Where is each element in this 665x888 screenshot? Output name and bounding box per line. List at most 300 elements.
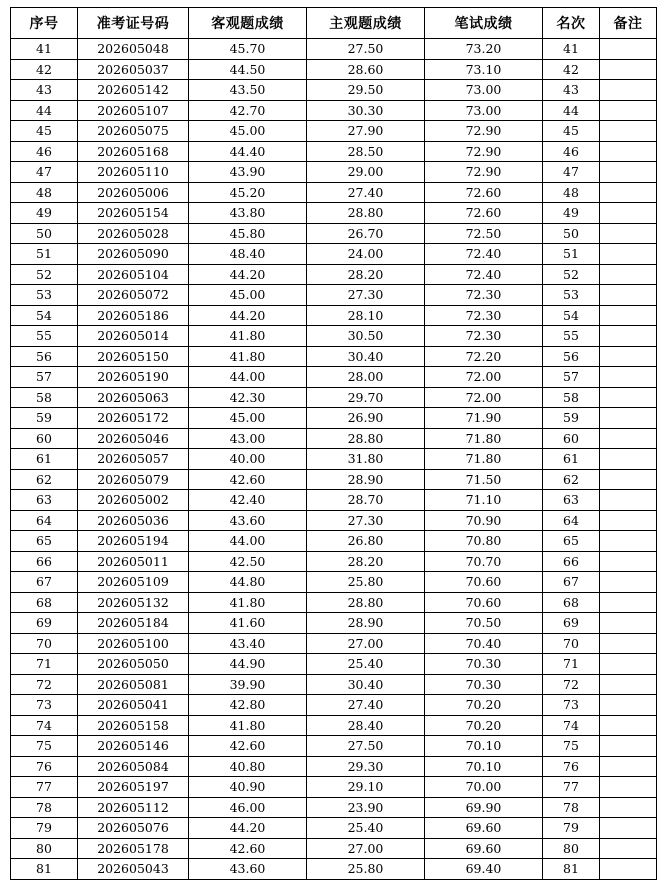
cell-seq: 54 xyxy=(11,305,78,326)
table-row xyxy=(11,59,657,80)
cell-written-score: 70.40 xyxy=(425,633,543,654)
cell-written-score: 69.40 xyxy=(425,859,543,880)
cell-subjective-score: 27.30 xyxy=(307,510,425,531)
cell-subjective-score: 28.20 xyxy=(307,551,425,572)
cell-written-score: 73.00 xyxy=(425,100,543,121)
cell-exam-id: 202605104 xyxy=(78,264,189,285)
cell-seq: 60 xyxy=(11,428,78,449)
cell-rank: 73 xyxy=(543,695,600,716)
cell-remarks xyxy=(600,141,657,162)
cell-exam-id: 202605079 xyxy=(78,469,189,490)
cell-objective-score: 44.20 xyxy=(189,305,307,326)
header-subjective-score: 主观题成绩 xyxy=(307,8,425,39)
cell-seq: 56 xyxy=(11,346,78,367)
cell-exam-id: 202605150 xyxy=(78,346,189,367)
cell-subjective-score: 28.70 xyxy=(307,490,425,511)
cell-subjective-score: 25.80 xyxy=(307,859,425,880)
table-row xyxy=(11,695,657,716)
cell-exam-id: 202605186 xyxy=(78,305,189,326)
table-row xyxy=(11,531,657,552)
table-row xyxy=(11,838,657,859)
cell-subjective-score: 30.40 xyxy=(307,674,425,695)
table-row xyxy=(11,777,657,798)
cell-rank: 62 xyxy=(543,469,600,490)
cell-remarks xyxy=(600,797,657,818)
cell-remarks xyxy=(600,59,657,80)
header-rank: 名次 xyxy=(543,8,600,39)
cell-remarks xyxy=(600,449,657,470)
cell-rank: 58 xyxy=(543,387,600,408)
cell-remarks xyxy=(600,674,657,695)
table-row xyxy=(11,818,657,839)
cell-written-score: 72.40 xyxy=(425,264,543,285)
cell-seq: 43 xyxy=(11,80,78,101)
cell-remarks xyxy=(600,490,657,511)
cell-seq: 42 xyxy=(11,59,78,80)
cell-objective-score: 39.90 xyxy=(189,674,307,695)
cell-remarks xyxy=(600,223,657,244)
cell-subjective-score: 27.50 xyxy=(307,39,425,60)
cell-remarks xyxy=(600,39,657,60)
cell-objective-score: 43.90 xyxy=(189,162,307,183)
cell-seq: 62 xyxy=(11,469,78,490)
cell-rank: 75 xyxy=(543,736,600,757)
cell-rank: 59 xyxy=(543,408,600,429)
cell-seq: 77 xyxy=(11,777,78,798)
table-row xyxy=(11,490,657,511)
cell-exam-id: 202605090 xyxy=(78,244,189,265)
table-row xyxy=(11,100,657,121)
cell-remarks xyxy=(600,162,657,183)
cell-written-score: 73.10 xyxy=(425,59,543,80)
table-row xyxy=(11,39,657,60)
cell-rank: 66 xyxy=(543,551,600,572)
cell-subjective-score: 27.90 xyxy=(307,121,425,142)
cell-rank: 76 xyxy=(543,756,600,777)
cell-remarks xyxy=(600,100,657,121)
cell-subjective-score: 30.30 xyxy=(307,100,425,121)
table-row xyxy=(11,408,657,429)
cell-subjective-score: 26.80 xyxy=(307,531,425,552)
cell-exam-id: 202605081 xyxy=(78,674,189,695)
table-row xyxy=(11,756,657,777)
cell-exam-id: 202605132 xyxy=(78,592,189,613)
cell-seq: 46 xyxy=(11,141,78,162)
table-row xyxy=(11,223,657,244)
cell-exam-id: 202605057 xyxy=(78,449,189,470)
table-row xyxy=(11,510,657,531)
cell-objective-score: 42.70 xyxy=(189,100,307,121)
cell-objective-score: 45.00 xyxy=(189,408,307,429)
cell-remarks xyxy=(600,592,657,613)
cell-seq: 55 xyxy=(11,326,78,347)
cell-written-score: 70.80 xyxy=(425,531,543,552)
cell-seq: 61 xyxy=(11,449,78,470)
cell-subjective-score: 27.30 xyxy=(307,285,425,306)
cell-rank: 80 xyxy=(543,838,600,859)
cell-rank: 77 xyxy=(543,777,600,798)
cell-exam-id: 202605158 xyxy=(78,715,189,736)
cell-written-score: 72.30 xyxy=(425,326,543,347)
cell-objective-score: 44.00 xyxy=(189,367,307,388)
table-header xyxy=(11,8,657,39)
cell-subjective-score: 28.80 xyxy=(307,203,425,224)
header-seq: 序号 xyxy=(11,8,78,39)
cell-subjective-score: 25.40 xyxy=(307,818,425,839)
cell-rank: 42 xyxy=(543,59,600,80)
cell-rank: 71 xyxy=(543,654,600,675)
table-row xyxy=(11,613,657,634)
table-row xyxy=(11,469,657,490)
cell-subjective-score: 28.90 xyxy=(307,613,425,634)
table-row xyxy=(11,551,657,572)
cell-written-score: 69.90 xyxy=(425,797,543,818)
cell-remarks xyxy=(600,531,657,552)
cell-objective-score: 44.40 xyxy=(189,141,307,162)
table-row xyxy=(11,285,657,306)
cell-exam-id: 202605046 xyxy=(78,428,189,449)
cell-seq: 65 xyxy=(11,531,78,552)
cell-written-score: 72.90 xyxy=(425,121,543,142)
cell-written-score: 72.00 xyxy=(425,367,543,388)
cell-rank: 56 xyxy=(543,346,600,367)
cell-exam-id: 202605041 xyxy=(78,695,189,716)
cell-objective-score: 44.20 xyxy=(189,264,307,285)
cell-remarks xyxy=(600,613,657,634)
cell-exam-id: 202605050 xyxy=(78,654,189,675)
cell-objective-score: 45.20 xyxy=(189,182,307,203)
cell-rank: 49 xyxy=(543,203,600,224)
cell-seq: 80 xyxy=(11,838,78,859)
cell-remarks xyxy=(600,777,657,798)
cell-exam-id: 202605063 xyxy=(78,387,189,408)
table-row xyxy=(11,797,657,818)
cell-written-score: 69.60 xyxy=(425,838,543,859)
score-table xyxy=(10,7,657,880)
cell-remarks xyxy=(600,203,657,224)
cell-exam-id: 202605178 xyxy=(78,838,189,859)
table-row xyxy=(11,592,657,613)
cell-seq: 47 xyxy=(11,162,78,183)
table-row xyxy=(11,715,657,736)
cell-written-score: 72.60 xyxy=(425,182,543,203)
header-objective-score: 客观题成绩 xyxy=(189,8,307,39)
cell-objective-score: 41.80 xyxy=(189,346,307,367)
cell-subjective-score: 28.10 xyxy=(307,305,425,326)
cell-exam-id: 202605014 xyxy=(78,326,189,347)
cell-remarks xyxy=(600,264,657,285)
cell-rank: 74 xyxy=(543,715,600,736)
cell-objective-score: 41.80 xyxy=(189,326,307,347)
table-row xyxy=(11,346,657,367)
table-row xyxy=(11,736,657,757)
cell-objective-score: 40.00 xyxy=(189,449,307,470)
cell-rank: 67 xyxy=(543,572,600,593)
cell-written-score: 72.20 xyxy=(425,346,543,367)
cell-objective-score: 43.00 xyxy=(189,428,307,449)
cell-rank: 53 xyxy=(543,285,600,306)
cell-objective-score: 44.90 xyxy=(189,654,307,675)
cell-remarks xyxy=(600,859,657,880)
table-row xyxy=(11,264,657,285)
cell-objective-score: 43.50 xyxy=(189,80,307,101)
cell-objective-score: 44.50 xyxy=(189,59,307,80)
cell-written-score: 72.30 xyxy=(425,305,543,326)
cell-objective-score: 43.60 xyxy=(189,859,307,880)
table-row xyxy=(11,121,657,142)
cell-seq: 52 xyxy=(11,264,78,285)
cell-rank: 68 xyxy=(543,592,600,613)
cell-objective-score: 45.00 xyxy=(189,285,307,306)
cell-remarks xyxy=(600,756,657,777)
cell-rank: 70 xyxy=(543,633,600,654)
cell-exam-id: 202605112 xyxy=(78,797,189,818)
table-row xyxy=(11,162,657,183)
cell-rank: 72 xyxy=(543,674,600,695)
table-row xyxy=(11,572,657,593)
cell-written-score: 70.20 xyxy=(425,695,543,716)
cell-subjective-score: 29.70 xyxy=(307,387,425,408)
table-row xyxy=(11,305,657,326)
cell-seq: 68 xyxy=(11,592,78,613)
cell-objective-score: 45.80 xyxy=(189,223,307,244)
cell-seq: 49 xyxy=(11,203,78,224)
cell-objective-score: 44.20 xyxy=(189,818,307,839)
cell-remarks xyxy=(600,428,657,449)
cell-seq: 79 xyxy=(11,818,78,839)
cell-rank: 78 xyxy=(543,797,600,818)
cell-exam-id: 202605028 xyxy=(78,223,189,244)
cell-written-score: 72.30 xyxy=(425,285,543,306)
cell-rank: 52 xyxy=(543,264,600,285)
cell-rank: 79 xyxy=(543,818,600,839)
cell-remarks xyxy=(600,715,657,736)
cell-seq: 76 xyxy=(11,756,78,777)
cell-subjective-score: 28.80 xyxy=(307,592,425,613)
cell-rank: 48 xyxy=(543,182,600,203)
cell-remarks xyxy=(600,838,657,859)
cell-rank: 81 xyxy=(543,859,600,880)
cell-exam-id: 202605142 xyxy=(78,80,189,101)
table-row xyxy=(11,367,657,388)
cell-rank: 45 xyxy=(543,121,600,142)
cell-written-score: 70.20 xyxy=(425,715,543,736)
cell-written-score: 70.00 xyxy=(425,777,543,798)
table-row xyxy=(11,674,657,695)
cell-exam-id: 202605109 xyxy=(78,572,189,593)
cell-rank: 46 xyxy=(543,141,600,162)
cell-remarks xyxy=(600,80,657,101)
cell-remarks xyxy=(600,736,657,757)
cell-written-score: 70.70 xyxy=(425,551,543,572)
cell-subjective-score: 29.00 xyxy=(307,162,425,183)
cell-rank: 55 xyxy=(543,326,600,347)
cell-objective-score: 41.80 xyxy=(189,715,307,736)
cell-rank: 65 xyxy=(543,531,600,552)
cell-seq: 57 xyxy=(11,367,78,388)
cell-objective-score: 45.00 xyxy=(189,121,307,142)
cell-subjective-score: 29.50 xyxy=(307,80,425,101)
cell-objective-score: 43.60 xyxy=(189,510,307,531)
cell-rank: 44 xyxy=(543,100,600,121)
cell-exam-id: 202605184 xyxy=(78,613,189,634)
cell-written-score: 72.60 xyxy=(425,203,543,224)
cell-rank: 50 xyxy=(543,223,600,244)
cell-written-score: 70.30 xyxy=(425,674,543,695)
cell-exam-id: 202605043 xyxy=(78,859,189,880)
cell-remarks xyxy=(600,285,657,306)
cell-subjective-score: 27.40 xyxy=(307,182,425,203)
cell-objective-score: 40.80 xyxy=(189,756,307,777)
cell-seq: 78 xyxy=(11,797,78,818)
cell-exam-id: 202605154 xyxy=(78,203,189,224)
cell-subjective-score: 28.40 xyxy=(307,715,425,736)
cell-objective-score: 41.60 xyxy=(189,613,307,634)
table-row xyxy=(11,859,657,880)
cell-rank: 63 xyxy=(543,490,600,511)
cell-remarks xyxy=(600,408,657,429)
cell-objective-score: 42.30 xyxy=(189,387,307,408)
cell-remarks xyxy=(600,367,657,388)
cell-seq: 64 xyxy=(11,510,78,531)
cell-seq: 81 xyxy=(11,859,78,880)
table-row xyxy=(11,80,657,101)
cell-remarks xyxy=(600,572,657,593)
cell-objective-score: 42.80 xyxy=(189,695,307,716)
cell-exam-id: 202605036 xyxy=(78,510,189,531)
cell-seq: 72 xyxy=(11,674,78,695)
cell-seq: 67 xyxy=(11,572,78,593)
cell-subjective-score: 28.50 xyxy=(307,141,425,162)
cell-remarks xyxy=(600,244,657,265)
cell-written-score: 73.20 xyxy=(425,39,543,60)
cell-subjective-score: 27.40 xyxy=(307,695,425,716)
header-exam-id: 准考证号码 xyxy=(78,8,189,39)
cell-seq: 66 xyxy=(11,551,78,572)
cell-exam-id: 202605107 xyxy=(78,100,189,121)
cell-written-score: 71.80 xyxy=(425,449,543,470)
cell-remarks xyxy=(600,346,657,367)
cell-objective-score: 45.70 xyxy=(189,39,307,60)
cell-written-score: 70.50 xyxy=(425,613,543,634)
cell-remarks xyxy=(600,654,657,675)
cell-objective-score: 42.60 xyxy=(189,736,307,757)
cell-remarks xyxy=(600,387,657,408)
cell-rank: 54 xyxy=(543,305,600,326)
cell-rank: 69 xyxy=(543,613,600,634)
cell-subjective-score: 30.40 xyxy=(307,346,425,367)
cell-exam-id: 202605011 xyxy=(78,551,189,572)
cell-seq: 59 xyxy=(11,408,78,429)
cell-remarks xyxy=(600,633,657,654)
table-row xyxy=(11,428,657,449)
table-row xyxy=(11,387,657,408)
cell-seq: 70 xyxy=(11,633,78,654)
cell-remarks xyxy=(600,469,657,490)
cell-exam-id: 202605100 xyxy=(78,633,189,654)
cell-remarks xyxy=(600,182,657,203)
cell-seq: 58 xyxy=(11,387,78,408)
cell-written-score: 72.00 xyxy=(425,387,543,408)
cell-written-score: 71.50 xyxy=(425,469,543,490)
cell-written-score: 69.60 xyxy=(425,818,543,839)
cell-exam-id: 202605146 xyxy=(78,736,189,757)
cell-written-score: 70.60 xyxy=(425,592,543,613)
cell-remarks xyxy=(600,510,657,531)
cell-written-score: 72.50 xyxy=(425,223,543,244)
cell-remarks xyxy=(600,326,657,347)
cell-seq: 75 xyxy=(11,736,78,757)
cell-exam-id: 202605048 xyxy=(78,39,189,60)
cell-subjective-score: 29.10 xyxy=(307,777,425,798)
cell-written-score: 72.40 xyxy=(425,244,543,265)
cell-objective-score: 42.40 xyxy=(189,490,307,511)
cell-exam-id: 202605084 xyxy=(78,756,189,777)
cell-seq: 48 xyxy=(11,182,78,203)
cell-objective-score: 42.50 xyxy=(189,551,307,572)
cell-written-score: 70.10 xyxy=(425,736,543,757)
cell-seq: 44 xyxy=(11,100,78,121)
table-row xyxy=(11,449,657,470)
score-sheet xyxy=(10,7,657,880)
header-written-score: 笔试成绩 xyxy=(425,8,543,39)
cell-rank: 57 xyxy=(543,367,600,388)
cell-objective-score: 42.60 xyxy=(189,838,307,859)
cell-objective-score: 43.40 xyxy=(189,633,307,654)
cell-subjective-score: 23.90 xyxy=(307,797,425,818)
cell-objective-score: 44.80 xyxy=(189,572,307,593)
table-body xyxy=(11,39,657,880)
cell-exam-id: 202605075 xyxy=(78,121,189,142)
cell-rank: 47 xyxy=(543,162,600,183)
table-row xyxy=(11,244,657,265)
cell-subjective-score: 28.00 xyxy=(307,367,425,388)
cell-objective-score: 48.40 xyxy=(189,244,307,265)
cell-exam-id: 202605194 xyxy=(78,531,189,552)
cell-remarks xyxy=(600,695,657,716)
cell-exam-id: 202605172 xyxy=(78,408,189,429)
cell-remarks xyxy=(600,818,657,839)
table-row xyxy=(11,326,657,347)
cell-exam-id: 202605076 xyxy=(78,818,189,839)
cell-objective-score: 44.00 xyxy=(189,531,307,552)
table-row xyxy=(11,633,657,654)
cell-written-score: 71.10 xyxy=(425,490,543,511)
cell-rank: 60 xyxy=(543,428,600,449)
table-row xyxy=(11,203,657,224)
cell-subjective-score: 30.50 xyxy=(307,326,425,347)
cell-exam-id: 202605006 xyxy=(78,182,189,203)
cell-exam-id: 202605197 xyxy=(78,777,189,798)
cell-written-score: 73.00 xyxy=(425,80,543,101)
cell-written-score: 72.90 xyxy=(425,141,543,162)
cell-objective-score: 43.80 xyxy=(189,203,307,224)
header-row xyxy=(11,8,657,39)
cell-seq: 51 xyxy=(11,244,78,265)
cell-seq: 63 xyxy=(11,490,78,511)
cell-exam-id: 202605110 xyxy=(78,162,189,183)
cell-seq: 53 xyxy=(11,285,78,306)
cell-exam-id: 202605037 xyxy=(78,59,189,80)
cell-written-score: 70.60 xyxy=(425,572,543,593)
cell-rank: 64 xyxy=(543,510,600,531)
cell-subjective-score: 27.00 xyxy=(307,838,425,859)
cell-subjective-score: 31.80 xyxy=(307,449,425,470)
cell-seq: 45 xyxy=(11,121,78,142)
cell-written-score: 70.10 xyxy=(425,756,543,777)
cell-objective-score: 42.60 xyxy=(189,469,307,490)
cell-written-score: 72.90 xyxy=(425,162,543,183)
